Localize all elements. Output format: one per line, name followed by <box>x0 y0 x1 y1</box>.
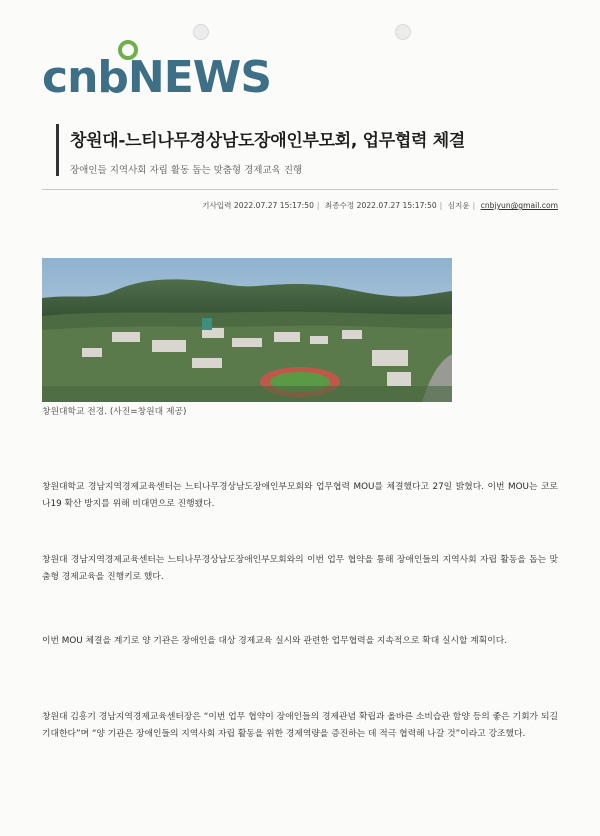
meta-separator: | <box>439 201 443 210</box>
modified-time: 2022.07.27 15:17:50 <box>356 201 437 210</box>
modified-label: 최종수정 <box>324 201 355 210</box>
article-title: 창원대-느티나무경상남도장애인부모회, 업무협력 체결 <box>70 131 465 151</box>
punch-hole-left <box>193 24 209 40</box>
article-paragraph: 창원대 김흥기 경남지역경제교육센터장은 “이번 업무 협약이 장애인들의 경제관념 확립과 올바른 소비습관 함양 등의 좋은 기회가 되길 기대한다”며 “양 기관은 장애인들의 지역사회 자립 활동을 위한 경제역량을 증진하는 데 적극 협력해 나갈 것”이라고 강조했다. <box>42 712 558 740</box>
published-label: 기사입력 <box>202 201 232 210</box>
article-paragraph: 창원대 경남지역경제교육센터는 느티나무경상남도장애인부모회와의 이번 업무 협약을 통해 장애인들의 지역사회 자립 활동을 돕는 맞춤형 경제교육을 진행키로 했다. <box>42 555 558 583</box>
logo-text: cnbNEWS <box>42 52 272 103</box>
headline-accent-bar <box>56 124 59 176</box>
cnb-news-logo <box>42 42 282 104</box>
header-divider <box>42 189 558 190</box>
article-meta <box>202 200 558 211</box>
article-subtitle: 장애인들 지역사회 자립 활동 돕는 맞춤형 경제교육 진행 <box>70 165 303 176</box>
photo-caption: 창원대학교 전경. (사진=창원대 제공) <box>42 407 187 417</box>
punch-hole-right <box>395 24 411 40</box>
author-email-link[interactable]: cnbjyun@gmail.com <box>480 201 558 210</box>
meta-separator: | <box>472 201 476 210</box>
published-time: 2022.07.27 15:17:50 <box>233 201 314 210</box>
meta-separator: | <box>316 201 320 210</box>
campus-aerial-photo <box>42 258 452 402</box>
author-name: 심지윤 <box>447 201 470 210</box>
article-paragraph: 이번 MOU 체결을 계기로 양 기관은 장애인을 대상 경제교육 실시와 관련한 업무협력을 지속적으로 확대 실시할 계획이다. <box>42 636 508 646</box>
article-paragraph: 창원대학교 경남지역경제교육센터는 느티나무경상남도장애인부모회와 업무협력 MOU를 체결했다고 27일 밝혔다. 이번 MOU는 코로나19 확산 방지를 위해 비대면으로 진행됐다. <box>42 482 558 510</box>
